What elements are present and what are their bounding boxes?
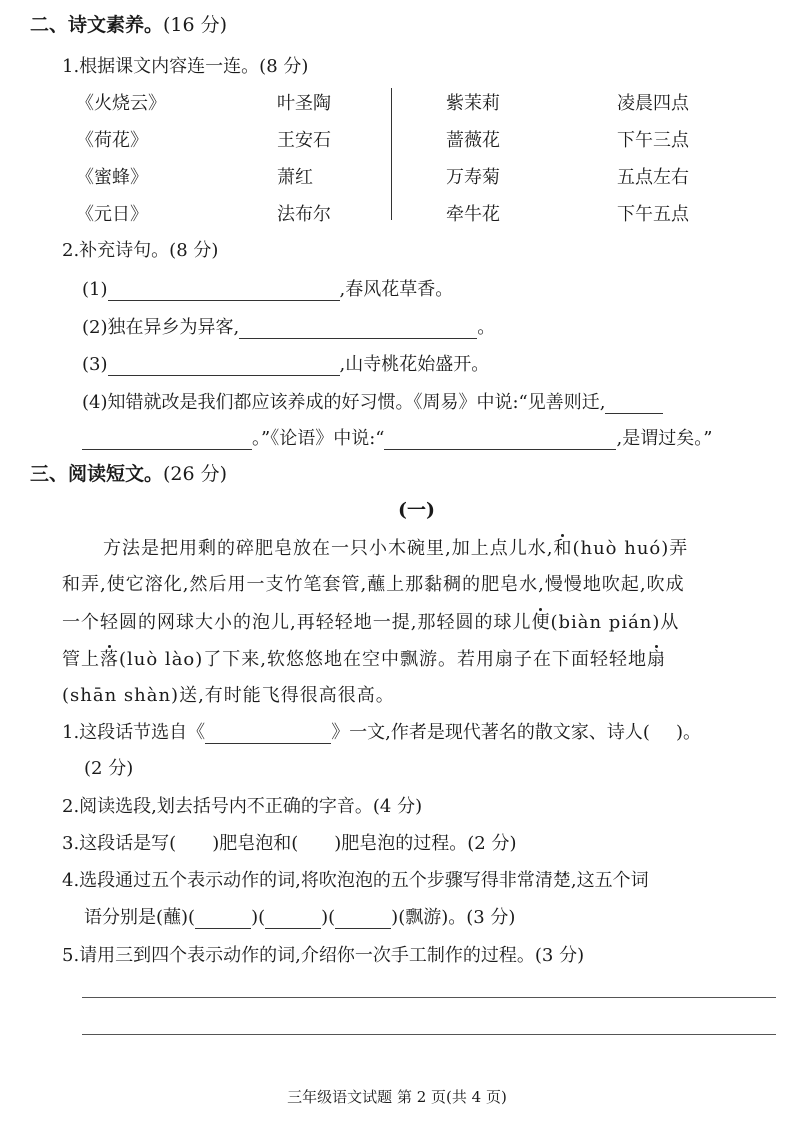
match-col1-item: 《火烧云》 [76, 93, 166, 114]
match-col3-item: 紫茉莉 [446, 93, 500, 114]
reading-q3: 3.这段话是写( )肥皂泡和( )肥皂泡的过程。(2 分) [62, 833, 517, 854]
answer-line[interactable] [82, 1034, 776, 1035]
reading-q4-line1: 4.选段通过五个表示动作的词,将吹泡泡的五个步骤写得非常清楚,这五个词 [62, 870, 649, 891]
reading-q1: 1.这段话节选自《 》一文,作者是现代著名的散文家、诗人( )。 [62, 722, 701, 743]
answer-blank[interactable] [384, 431, 616, 450]
poem-item-2: (2)独在异乡为异客, 。 [82, 317, 496, 338]
match-col2-item: 法布尔 [277, 204, 331, 225]
answer-line[interactable] [82, 997, 776, 998]
match-col4-item: 凌晨四点 [617, 93, 689, 114]
match-col1-item: 《荷花》 [76, 130, 148, 151]
passage-subtitle: (一) [398, 499, 435, 521]
match-col3-item: 牵牛花 [446, 204, 500, 225]
match-col2-item: 萧红 [277, 167, 313, 188]
poem-item-4-line1: (4)知错就改是我们都应该养成的好习惯。《周易》中说:“见善则迁, [82, 388, 663, 414]
passage-line-2: 和弄,使它溶化,然后用一支竹笔套管,蘸上那黏稠的肥皂水,慢慢地吹起,吹成 [62, 574, 685, 595]
passage-line-3: 一个轻圆的网球大小的泡儿,再轻轻地一提,那轻圆的球儿便(biàn pián)从 [62, 612, 680, 633]
match-col2-item: 王安石 [277, 130, 331, 151]
match-col1-item: 《元日》 [76, 204, 148, 225]
match-col4-item: 下午三点 [617, 130, 689, 151]
match-col3-item: 蔷薇花 [446, 130, 500, 151]
passage-line-4: 管上落(luò lào)了下来,软悠悠地在空中飘游。若用扇子在下面轻轻地扇 [62, 649, 666, 670]
reading-q5: 5.请用三到四个表示动作的词,介绍你一次手工制作的过程。(3 分) [62, 945, 585, 966]
section2-q1-label: 1.根据课文内容连一连。(8 分) [62, 56, 309, 77]
poem-item-1: (1) ,春风花草香。 [82, 279, 454, 300]
poem-item-3: (3) ,山寺桃花始盛开。 [82, 354, 490, 375]
answer-blank[interactable] [205, 725, 331, 744]
answer-blank[interactable] [335, 910, 391, 929]
answer-blank[interactable] [108, 282, 340, 301]
match-col3-item: 万寿菊 [446, 167, 500, 188]
section3-title: 三、阅读短文。(26 分) [30, 463, 228, 485]
answer-blank[interactable] [239, 320, 477, 339]
passage-line-5: (shān shàn)送,有时能飞得很高很高。 [62, 685, 395, 706]
answer-blank[interactable] [108, 357, 340, 376]
answer-blank[interactable] [605, 395, 663, 414]
passage-line-1: 方法是把用剩的碎肥皂放在一只小木碗里,加上点儿水,和(huò huó)弄 [103, 538, 689, 559]
match-col4-item: 下午五点 [617, 204, 689, 225]
match-divider [391, 88, 392, 220]
section2-q2-label: 2.补充诗句。(8 分) [62, 240, 219, 261]
match-col4-item: 五点左右 [617, 167, 689, 188]
match-col2-item: 叶圣陶 [277, 93, 331, 114]
page-footer: 三年级语文试题 第 2 页(共 4 页) [287, 1088, 507, 1106]
reading-q1-points: (2 分) [84, 758, 134, 779]
poem-item-4-line2: 。”《论语》中说:“ ,是谓过矣。” [82, 424, 712, 450]
match-col1-item: 《蜜蜂》 [76, 167, 148, 188]
answer-blank[interactable] [195, 910, 251, 929]
answer-blank[interactable] [82, 431, 252, 450]
reading-q4-line2: 语分别是(蘸)( )( )( )(飘游)。(3 分) [84, 907, 516, 928]
reading-q2: 2.阅读选段,划去括号内不正确的字音。(4 分) [62, 796, 423, 817]
section2-title: 二、诗文素养。(16 分) [30, 14, 228, 36]
answer-blank[interactable] [265, 910, 321, 929]
